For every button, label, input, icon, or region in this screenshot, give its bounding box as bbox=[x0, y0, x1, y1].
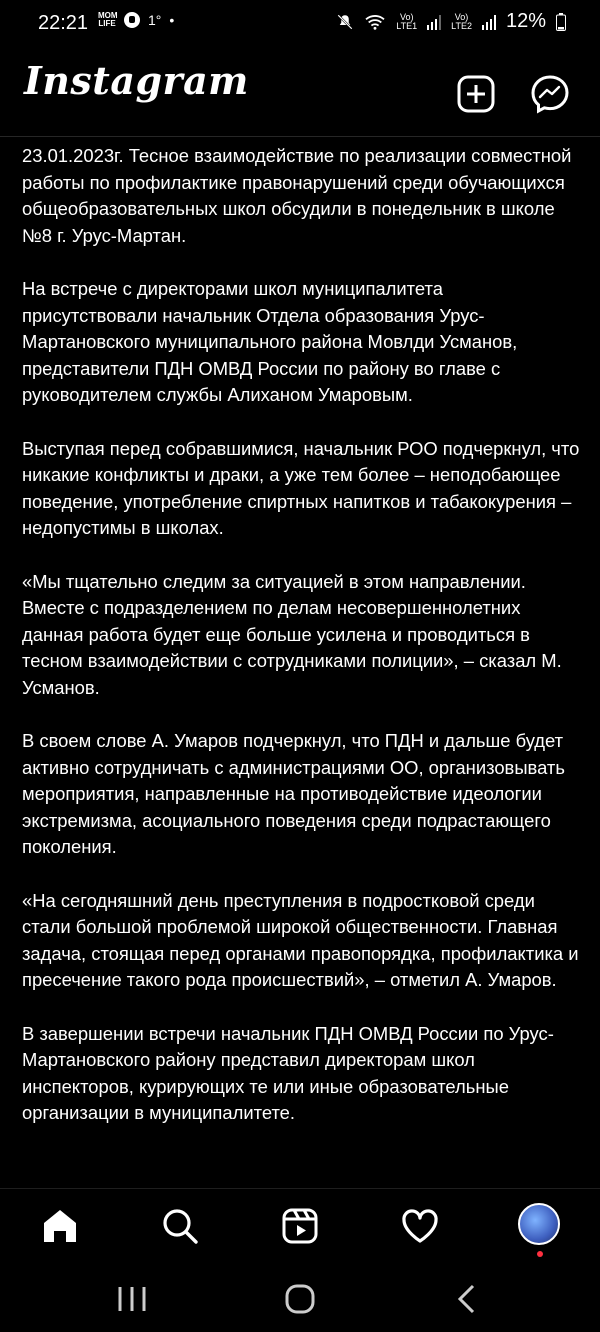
caption-paragraph: В завершении встречи начальник ПДН ОМВД России по Урус-Мартановского району представил директорам школ инспекторов, курирующих те или иные образовательные организации в муниципалитете. bbox=[22, 1022, 554, 1124]
back-icon[interactable] bbox=[448, 1279, 488, 1319]
temperature-text: 1° bbox=[148, 12, 162, 28]
search-icon[interactable] bbox=[160, 1206, 200, 1246]
mute-icon bbox=[336, 13, 354, 31]
system-status bbox=[336, 10, 566, 33]
wifi-icon bbox=[364, 13, 386, 31]
notification-icons bbox=[98, 12, 174, 28]
reels-icon[interactable] bbox=[280, 1206, 320, 1246]
instagram-logo[interactable]: Instagram bbox=[24, 58, 249, 103]
battery-icon bbox=[556, 13, 566, 31]
lte1-signal: Vo) LTE1 bbox=[396, 11, 418, 31]
caption-paragraph: Выступая перед собравшимися, начальник РОО подчеркнул, что никакие конфликты и драки, а уже тем более – неподобающее поведение, употребление спиртных напитков и табакокурения – недопустимы в школах. bbox=[22, 437, 580, 539]
caption-paragraph: В своем слове А. Умаров подчеркнул, что ПДН и дальше будет активно сотрудничать с администрациями ОО, организовывать мероприятия, направленные на противодействие идеологии экстремизма, асоциального поведения среди подрастающего поколения. bbox=[22, 730, 565, 858]
more-dot: • bbox=[169, 12, 175, 28]
lte2-signal: Vo) LTE2 bbox=[451, 11, 472, 31]
new-post-icon[interactable] bbox=[456, 74, 496, 114]
bottom-navigation bbox=[0, 1188, 600, 1261]
signal-bars-1 bbox=[427, 14, 441, 30]
messenger-icon[interactable] bbox=[530, 74, 570, 114]
signal-bars-2 bbox=[482, 14, 496, 30]
caption-paragraph: «На сегодняшний день преступления в подростковой среди стали большой проблемой широкой общественности. Главная задача, стоящая перед органами правопорядка, профилактика и пресечение такого рода происшествий», – отметил А. Умаров. bbox=[22, 889, 579, 991]
home-circle-icon[interactable] bbox=[280, 1279, 320, 1319]
status-time: 22:21 bbox=[38, 12, 89, 34]
status-bar bbox=[0, 0, 600, 48]
system-navigation-bar bbox=[0, 1265, 600, 1332]
whatsapp-icon bbox=[124, 12, 140, 28]
post-caption bbox=[22, 143, 582, 1154]
profile-avatar[interactable] bbox=[518, 1203, 560, 1245]
mom-life-icon: MOM LIFE bbox=[98, 11, 118, 28]
recents-icon[interactable] bbox=[112, 1279, 152, 1319]
home-icon[interactable] bbox=[40, 1206, 80, 1246]
battery-text: 12% bbox=[505, 10, 546, 32]
caption-paragraph: «Мы тщательно следим за ситуацией в этом направлении. Вместе с подразделением по делам несовершеннолетних данная работа будет еще больше усилена и проводиться в тесном взаимодействии с сотрудниками полиции», – сказал М. Усманов. bbox=[22, 570, 562, 698]
heart-icon[interactable] bbox=[400, 1206, 440, 1246]
notification-dot bbox=[537, 1251, 543, 1257]
app-header bbox=[0, 50, 600, 137]
caption-paragraph: На встрече с директорами школ муниципалитета присутствовали начальник Отдела образования Урус-Мартановского муниципального района Мовлди Усманов, представители ПДН ОМВД России по району во главе с руководителем службы Алиханом Умаровым. bbox=[22, 277, 518, 406]
caption-paragraph: 23.01.2023г. Тесное взаимодействие по реализации совместной работы по профилактике правонарушений среди обучающихся общеобразовательных школ обсудили в понедельник в школе №8 г. Урус-Мартан. bbox=[22, 145, 572, 246]
